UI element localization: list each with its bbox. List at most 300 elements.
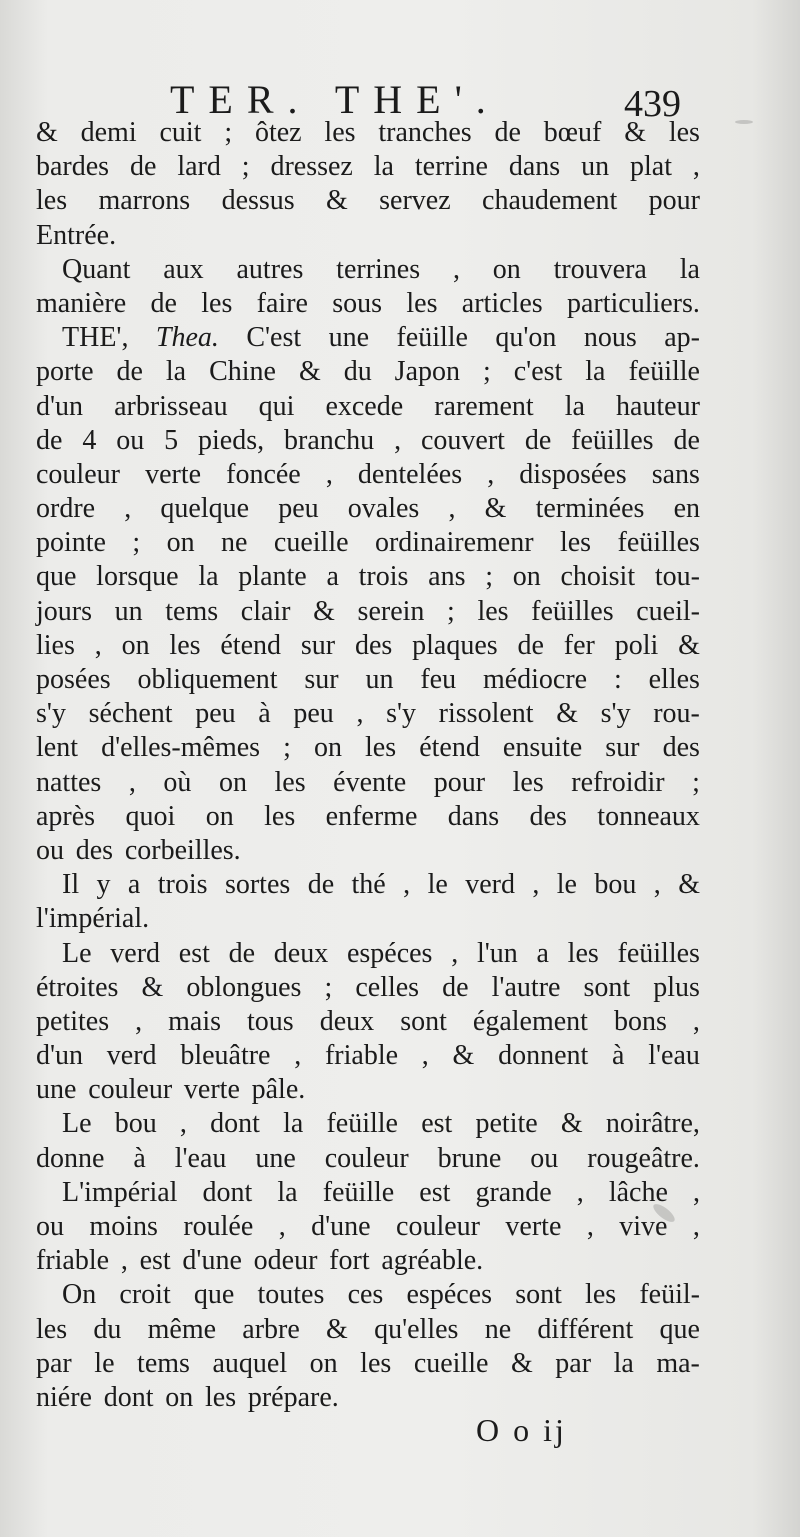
word: sous xyxy=(332,287,383,319)
word: , xyxy=(487,458,495,490)
word: & xyxy=(36,117,58,148)
word: croit xyxy=(119,1279,171,1311)
word: verd xyxy=(465,869,515,901)
word: une xyxy=(328,322,370,354)
word: Le xyxy=(62,937,92,969)
text-line xyxy=(36,219,700,253)
word: trois xyxy=(358,561,409,593)
word: on xyxy=(218,766,247,798)
word: à xyxy=(612,1040,625,1072)
word: l'autre xyxy=(491,971,561,1003)
word: ; xyxy=(485,561,493,593)
word: , xyxy=(403,869,411,901)
word: des xyxy=(529,800,567,832)
word: & xyxy=(560,1108,583,1140)
word: plante xyxy=(238,561,307,593)
word: on xyxy=(166,527,195,559)
word: , xyxy=(692,1176,700,1208)
word: elles xyxy=(648,664,700,695)
word: friable xyxy=(36,1245,110,1277)
word: choisit xyxy=(560,561,636,593)
text-line xyxy=(36,150,700,184)
word: trois xyxy=(157,869,208,901)
word: , xyxy=(179,1108,187,1140)
word: feüilles xyxy=(617,527,700,559)
text-line xyxy=(36,971,700,1005)
word: serein xyxy=(357,595,425,627)
word: ensuite xyxy=(502,732,583,764)
word: a xyxy=(536,937,549,969)
word: lent xyxy=(36,732,78,764)
word: le xyxy=(94,1347,115,1379)
word: pieds, xyxy=(198,424,265,456)
word: des xyxy=(75,834,114,866)
word: les xyxy=(559,527,592,559)
word: posées xyxy=(36,664,111,695)
word: , xyxy=(294,1040,302,1072)
word: Chine xyxy=(209,356,276,388)
word: s'y xyxy=(36,698,66,730)
word: , xyxy=(448,493,456,525)
word: & xyxy=(556,698,578,730)
word: s'y xyxy=(386,698,417,730)
word: particuliers. xyxy=(566,287,700,319)
word: la xyxy=(373,151,394,183)
word: pour xyxy=(648,185,700,217)
word: auquel xyxy=(212,1347,288,1379)
word: donne xyxy=(36,1142,105,1174)
word: clair xyxy=(240,595,291,627)
word: ; xyxy=(283,732,291,764)
word: , xyxy=(451,937,459,969)
word: manière xyxy=(36,287,127,319)
word: sur xyxy=(300,629,336,661)
word: grande xyxy=(475,1176,552,1208)
word: ; xyxy=(447,595,455,627)
word: les xyxy=(512,766,544,798)
word: marrons xyxy=(98,185,191,217)
word: rarement xyxy=(434,390,534,422)
word: branchu xyxy=(284,424,375,456)
word: l'un xyxy=(476,937,518,969)
word: pointe xyxy=(36,527,106,559)
word: excede xyxy=(325,390,404,422)
word: celles xyxy=(355,971,420,1003)
word: sont xyxy=(583,971,631,1003)
word: plus xyxy=(653,971,700,1003)
word: rissolent xyxy=(438,698,534,730)
word: deux xyxy=(273,937,329,969)
word: ap- xyxy=(664,322,700,354)
word: & xyxy=(313,595,335,627)
word: qu'elles xyxy=(374,1313,459,1345)
word: bou xyxy=(114,1108,157,1140)
word: , xyxy=(135,1005,143,1037)
word: brune xyxy=(437,1142,502,1174)
word: sortes xyxy=(224,869,291,901)
word: , xyxy=(452,253,460,285)
word: & xyxy=(298,356,321,388)
word: de xyxy=(307,869,335,901)
word: dont xyxy=(103,1381,154,1413)
text-line xyxy=(36,731,700,765)
word: les xyxy=(477,595,509,627)
text-line xyxy=(36,1381,700,1415)
word: ou xyxy=(530,1142,559,1174)
word: après xyxy=(36,800,96,832)
word: 4 xyxy=(82,424,97,456)
text-line xyxy=(36,560,700,594)
word: , xyxy=(124,493,132,525)
word: sans xyxy=(651,458,700,490)
word: Japon xyxy=(394,356,460,388)
text-line xyxy=(36,287,700,321)
word: petite xyxy=(475,1108,538,1140)
body-text xyxy=(36,116,700,1415)
word: tou- xyxy=(654,561,700,593)
word: , xyxy=(356,698,364,730)
word: de xyxy=(129,151,157,183)
word: de xyxy=(150,287,177,319)
word: fer xyxy=(563,629,595,661)
word: , xyxy=(94,629,102,661)
word: roulée xyxy=(183,1211,254,1242)
word: feüille xyxy=(322,1176,395,1208)
text-line xyxy=(36,1005,700,1039)
word: : xyxy=(613,664,622,695)
word: lies xyxy=(36,629,75,661)
word: dans xyxy=(508,151,561,183)
word: pâle. xyxy=(251,1074,306,1106)
word: 5 xyxy=(164,424,179,456)
word: feu xyxy=(420,664,457,695)
text-line xyxy=(36,1347,700,1381)
word: la xyxy=(679,253,700,285)
word: les xyxy=(36,1313,68,1345)
word: L'impérial xyxy=(62,1176,178,1208)
word: demi xyxy=(80,117,137,148)
word: couleur xyxy=(88,1074,173,1106)
word: les xyxy=(201,287,233,319)
word: On xyxy=(62,1279,97,1311)
word: la xyxy=(165,356,187,388)
word: , xyxy=(421,1040,429,1072)
word: couleur xyxy=(36,458,120,490)
word: les xyxy=(264,800,296,832)
word: tonneaux xyxy=(597,800,700,832)
word: quelque xyxy=(160,493,250,525)
word: tranches xyxy=(378,117,472,148)
word: à xyxy=(258,698,271,730)
word: l'impérial. xyxy=(36,903,150,935)
word: de xyxy=(36,424,63,456)
text-line xyxy=(36,868,700,902)
word: verte xyxy=(183,1074,240,1106)
word: de xyxy=(442,971,469,1003)
word: ovales xyxy=(347,493,420,525)
word: la xyxy=(613,1347,634,1379)
word: thé xyxy=(351,869,386,901)
word: disposées xyxy=(519,458,627,490)
word: sont xyxy=(515,1279,562,1311)
word: verd xyxy=(110,937,161,969)
word: les xyxy=(36,185,68,217)
word: petites xyxy=(36,1005,110,1037)
word: feüille xyxy=(396,322,468,354)
word: feüille xyxy=(326,1108,398,1140)
word: ; xyxy=(692,766,700,798)
word: on xyxy=(205,800,234,832)
word: ou xyxy=(36,1211,64,1242)
word: feüilles xyxy=(531,595,614,627)
word: jours xyxy=(36,595,92,627)
word: plaques xyxy=(412,629,498,661)
word: le xyxy=(556,869,577,901)
text-line xyxy=(36,629,700,663)
word: on xyxy=(165,1381,194,1413)
word: sont xyxy=(400,1005,447,1037)
word: ces xyxy=(347,1279,384,1311)
word: & xyxy=(510,1347,533,1379)
word: a xyxy=(326,561,339,593)
word: on xyxy=(121,629,150,661)
word: mais xyxy=(168,1005,222,1037)
word: que xyxy=(36,561,77,593)
word: qu'on xyxy=(495,322,557,354)
word: , xyxy=(692,1005,700,1037)
word: , xyxy=(692,1211,700,1242)
word: médiocre xyxy=(482,664,588,695)
word: des xyxy=(354,629,393,661)
word: donnent xyxy=(498,1040,589,1072)
text-line xyxy=(36,458,700,492)
word: cueille xyxy=(413,1347,489,1379)
word: feüilles xyxy=(617,937,700,969)
word: que xyxy=(193,1279,235,1311)
text-line xyxy=(36,355,700,389)
word: lard xyxy=(177,151,221,183)
text-line xyxy=(36,492,700,526)
text-line xyxy=(36,800,700,834)
word: porte xyxy=(36,356,94,388)
word: & xyxy=(678,869,700,901)
word: & xyxy=(624,117,646,148)
word: , xyxy=(394,424,402,456)
text-line xyxy=(36,1039,700,1073)
word: terrines xyxy=(336,253,421,285)
text-line xyxy=(36,663,700,697)
word: bœuf xyxy=(543,117,602,148)
word: ne xyxy=(221,527,248,559)
word: C'est xyxy=(246,322,302,354)
word: moins xyxy=(89,1211,158,1242)
word: dessus xyxy=(221,185,295,217)
text-line xyxy=(36,253,700,287)
word: ou xyxy=(116,424,145,456)
word: différent xyxy=(537,1313,634,1345)
word: articles xyxy=(461,287,543,319)
word: enferme xyxy=(325,800,418,832)
word: , xyxy=(278,1211,286,1242)
word: étend xyxy=(220,629,282,661)
word: , xyxy=(653,869,661,901)
word: vive xyxy=(619,1211,668,1242)
word: plat xyxy=(630,151,672,183)
word: cuit xyxy=(159,117,202,148)
word: nous xyxy=(583,322,637,354)
word: dressez xyxy=(270,151,353,183)
word: de xyxy=(116,356,143,388)
word: bardes xyxy=(36,151,110,183)
word: & xyxy=(326,185,348,217)
word: peu xyxy=(195,698,236,730)
word: étroites xyxy=(36,971,119,1003)
word: les xyxy=(360,1347,392,1379)
word: tems xyxy=(165,595,219,627)
word: niére xyxy=(36,1381,92,1413)
word: de xyxy=(494,117,521,148)
word: les xyxy=(406,287,438,319)
word: , xyxy=(586,1211,594,1242)
word: ordinairemenr xyxy=(374,527,534,559)
word: friable xyxy=(324,1040,399,1072)
word: , xyxy=(532,869,540,901)
word: , xyxy=(692,151,700,183)
word: Le xyxy=(62,1108,92,1140)
text-line xyxy=(36,902,700,936)
word: un xyxy=(365,664,394,695)
word: ; xyxy=(224,117,233,148)
word: lâche xyxy=(608,1176,668,1208)
word: on xyxy=(492,253,521,285)
word: hauteur xyxy=(615,390,700,422)
word: évente xyxy=(333,766,407,798)
word: que xyxy=(659,1313,700,1345)
word: rou- xyxy=(653,698,700,730)
word: sur xyxy=(304,664,339,695)
word: d'un xyxy=(36,390,84,422)
word: la xyxy=(585,356,606,388)
word: & xyxy=(678,629,700,661)
word: l'eau xyxy=(174,1142,227,1174)
word: , xyxy=(120,1245,128,1277)
word: un xyxy=(114,595,143,627)
text-line xyxy=(36,1176,700,1210)
word: s'y xyxy=(600,698,631,730)
word: feüil- xyxy=(639,1279,700,1311)
word: les xyxy=(567,937,599,969)
word: est xyxy=(421,1108,453,1140)
word: étend xyxy=(419,732,480,764)
word: ôtez xyxy=(254,117,302,148)
word: la xyxy=(564,390,585,422)
word: c'est xyxy=(513,356,563,388)
word: la xyxy=(283,1108,304,1140)
word: Quant xyxy=(62,253,131,285)
word: on xyxy=(313,732,342,764)
word: arbrisseau xyxy=(114,390,228,422)
word: odeur xyxy=(253,1245,318,1277)
text-line xyxy=(36,766,700,800)
text-line xyxy=(36,1313,700,1347)
word: ans xyxy=(428,561,466,593)
word: dont xyxy=(202,1176,253,1208)
word: ou xyxy=(36,834,64,866)
word: obliquement xyxy=(137,664,278,695)
word: servez xyxy=(379,185,451,217)
word: terrine xyxy=(414,151,488,183)
word: les xyxy=(585,1279,617,1311)
word: dans xyxy=(447,800,500,832)
word: de xyxy=(673,424,700,456)
word: ; xyxy=(482,356,491,388)
word: une xyxy=(36,1074,77,1106)
word: une xyxy=(255,1142,296,1174)
text-line xyxy=(36,1278,700,1312)
text-line xyxy=(36,390,700,424)
text-line xyxy=(36,424,700,458)
word: d'une xyxy=(182,1245,242,1277)
word: de xyxy=(517,629,544,661)
word: d'un xyxy=(36,1040,84,1072)
word: ma- xyxy=(656,1347,700,1379)
word: peu xyxy=(278,493,319,525)
word: , xyxy=(128,766,136,798)
word: , xyxy=(325,458,333,490)
word: tems xyxy=(137,1347,190,1379)
word: foncée xyxy=(226,458,301,490)
word: couleur xyxy=(324,1142,409,1174)
word: qui xyxy=(258,390,295,422)
word: & xyxy=(141,971,164,1003)
word: ne xyxy=(484,1313,512,1345)
ink-speck xyxy=(735,120,753,124)
text-line xyxy=(36,697,700,731)
word: feüille xyxy=(628,356,700,388)
text-line xyxy=(36,321,700,355)
word: sur xyxy=(605,732,640,764)
word: & xyxy=(326,1313,348,1345)
word: les xyxy=(324,117,356,148)
word: arbre xyxy=(242,1313,300,1345)
word: THE', xyxy=(62,322,129,354)
word: trouvera xyxy=(553,253,647,285)
signature-mark: O o ij xyxy=(476,1412,567,1448)
word: à xyxy=(133,1142,146,1174)
word: feüilles xyxy=(571,424,654,456)
word: quoi xyxy=(125,800,176,832)
word: dont xyxy=(210,1108,260,1140)
word: on xyxy=(512,561,541,593)
word: les xyxy=(668,117,700,148)
word: cueille xyxy=(273,527,349,559)
word: , xyxy=(576,1176,584,1208)
word: couleur xyxy=(396,1211,480,1242)
word: ; xyxy=(241,151,250,183)
word: poli xyxy=(614,629,659,661)
word: on xyxy=(309,1347,338,1379)
word: les xyxy=(274,766,306,798)
text-line xyxy=(36,1210,700,1244)
word: de xyxy=(228,937,256,969)
word: séchent xyxy=(88,698,173,730)
word: pour xyxy=(433,766,486,798)
word: les xyxy=(205,1381,237,1413)
word: en xyxy=(673,493,700,525)
word: Il xyxy=(62,869,80,901)
text-line xyxy=(36,526,700,560)
word: est xyxy=(139,1245,171,1277)
